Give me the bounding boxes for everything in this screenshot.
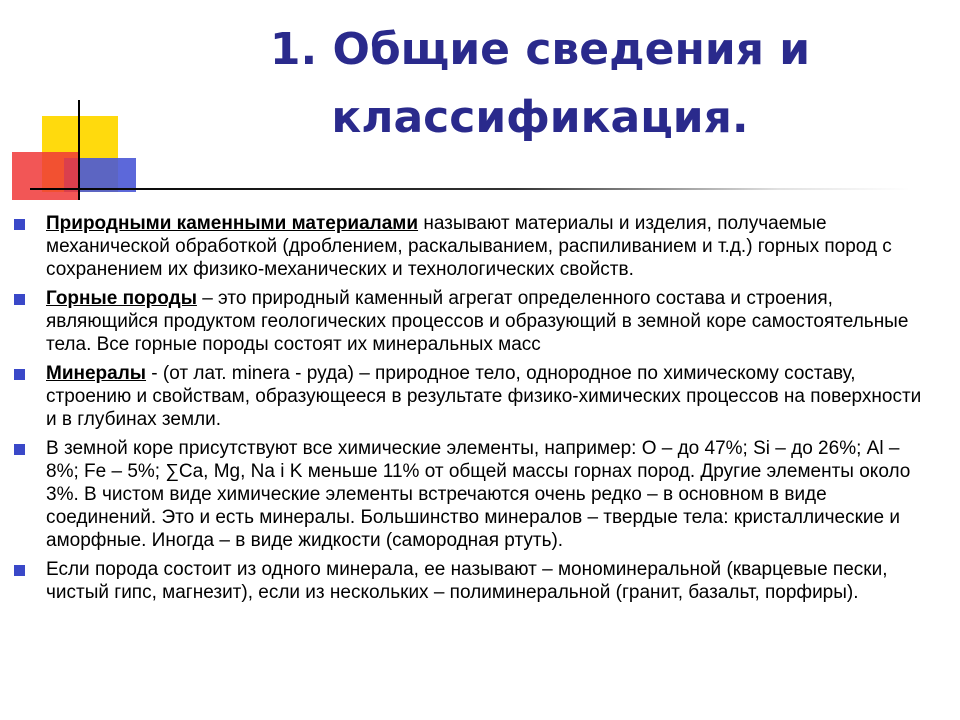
- horizontal-rule: [30, 188, 910, 190]
- bullet-item: [14, 362, 934, 431]
- bullet-term: Горные породы: [46, 288, 197, 309]
- red-square-decoration: [12, 152, 78, 200]
- bullet-item: [14, 287, 934, 356]
- bullet-text: Если порода состоит из одного минерала, ее называют – мономинеральной (кварцевые пески, чистый гипс, магнезит), если из нескольких – полиминеральной (гранит, базальт, порфиры).: [46, 559, 888, 603]
- vertical-rule: [78, 100, 80, 200]
- bullet-square-icon: [14, 444, 25, 455]
- bullet-text: В земной коре присутствуют все химические элементы, например: О – до 47%; Si – до 26%; Al – 8%; Fe – 5%; ∑Ca, Mg, Na i K меньше 11% от общей массы горнах пород. Другие элементы около 3%. В чистом виде химические элементы встречаются очень редко – в основном в виде соединений. Это и есть минералы. Большинство минералов – твердые тела: кристаллические и аморфные. Иногда – в виде жидкости (самородная ртуть).: [46, 438, 911, 551]
- bullet-item: [14, 437, 934, 552]
- slide-title: 1. Общие сведения и классификация.: [269, 24, 811, 143]
- bullet-term: Минералы: [46, 363, 147, 384]
- bullet-text: – это природный каменный агрегат определенного состава и строения, являющийся продуктом геологических процессов и образующий в земной коре самостоятельные тела. Все горные породы состоят их минеральных масс: [46, 288, 909, 355]
- bullet-item: [14, 558, 934, 604]
- bullet-text: - (от лат. minera - руда) – природное тело, однородное по химическому составу, строению и свойствам, образующееся в результате физико-химических процессов на поверхности и в глубинах земли.: [46, 363, 922, 430]
- bullet-square-icon: [14, 294, 25, 305]
- bullet-term: Природными каменными материалами: [46, 213, 419, 234]
- bullet-square-icon: [14, 565, 25, 576]
- bullet-list: [14, 212, 934, 610]
- bullet-square-icon: [14, 219, 25, 230]
- bullet-item: [14, 212, 934, 281]
- bullet-text: называют материалы и изделия, получаемые механической обработкой (дроблением, раскалыванием, распиливанием и т.д.) горных пород с сохранением их физико-механических и технологических свойств.: [46, 213, 892, 280]
- bullet-square-icon: [14, 369, 25, 380]
